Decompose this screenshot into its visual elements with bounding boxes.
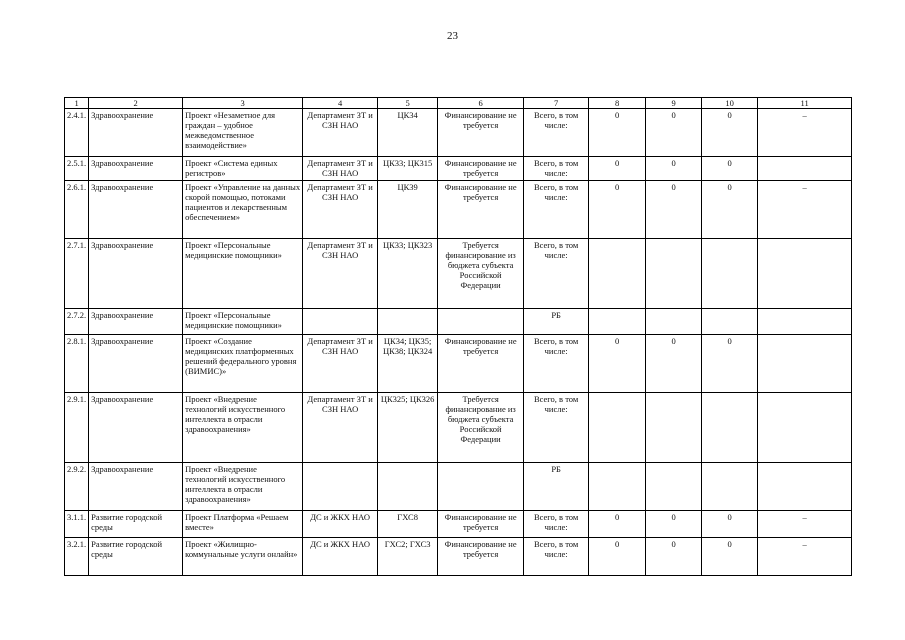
executor-cell: Департамент ЗТ и СЗН НАО <box>303 335 378 393</box>
table-row <box>65 335 852 393</box>
note-cell <box>758 157 852 181</box>
value-cell <box>646 393 702 463</box>
financing-cell: Финансирование не требуется <box>438 538 524 576</box>
source-cell: Всего, в том числе: <box>524 181 589 239</box>
note-cell <box>758 309 852 335</box>
sector-cell: Здравоохранение <box>89 157 183 181</box>
financing-cell: Финансирование не требуется <box>438 181 524 239</box>
row-number: 3.2.1. <box>65 538 89 576</box>
sector-cell: Здравоохранение <box>89 393 183 463</box>
row-number: 2.9.1. <box>65 393 89 463</box>
value-cell: 0 <box>589 109 646 157</box>
indicator-cell: ЦК39 <box>378 181 438 239</box>
row-number: 2.7.1. <box>65 239 89 309</box>
table-row <box>65 538 852 576</box>
source-cell: РБ <box>524 463 589 511</box>
header-cell: 10 <box>702 98 758 109</box>
table-row <box>65 109 852 157</box>
value-cell <box>589 239 646 309</box>
value-cell: 0 <box>702 538 758 576</box>
source-cell: Всего, в том числе: <box>524 157 589 181</box>
indicator-cell: ЦК34 <box>378 109 438 157</box>
note-cell: – <box>758 511 852 538</box>
value-cell: 0 <box>589 335 646 393</box>
sector-cell: Здравоохранение <box>89 181 183 239</box>
source-cell: Всего, в том числе: <box>524 538 589 576</box>
note-cell <box>758 463 852 511</box>
note-cell: – <box>758 538 852 576</box>
table-row <box>65 157 852 181</box>
page-number: 23 <box>447 30 458 42</box>
note-cell <box>758 393 852 463</box>
executor-cell: Департамент ЗТ и СЗН НАО <box>303 393 378 463</box>
table-header-row <box>65 98 852 109</box>
sector-cell: Здравоохранение <box>89 109 183 157</box>
value-cell <box>646 463 702 511</box>
value-cell <box>646 239 702 309</box>
financing-cell <box>438 309 524 335</box>
value-cell: 0 <box>589 511 646 538</box>
financing-cell <box>438 463 524 511</box>
indicator-cell: ЦК34; ЦК35; ЦК38; ЦК324 <box>378 335 438 393</box>
row-number: 3.1.1. <box>65 511 89 538</box>
data-table <box>64 97 852 576</box>
sector-cell: Здравоохранение <box>89 463 183 511</box>
executor-cell: Департамент ЗТ и СЗН НАО <box>303 181 378 239</box>
row-number: 2.7.2. <box>65 309 89 335</box>
project-cell: Проект «Жилищно-коммунальные услуги онлайн» <box>183 538 303 576</box>
indicator-cell <box>378 463 438 511</box>
financing-cell: Финансирование не требуется <box>438 335 524 393</box>
row-number: 2.6.1. <box>65 181 89 239</box>
value-cell: 0 <box>646 335 702 393</box>
project-cell: Проект «Незаметное для граждан – удобное межведомственное взаимодействие» <box>183 109 303 157</box>
executor-cell: Департамент ЗТ и СЗН НАО <box>303 157 378 181</box>
header-cell: 6 <box>438 98 524 109</box>
project-cell: Проект «Система единых регистров» <box>183 157 303 181</box>
value-cell <box>589 393 646 463</box>
value-cell <box>589 309 646 335</box>
value-cell <box>589 463 646 511</box>
sector-cell: Развитие городской среды <box>89 538 183 576</box>
sector-cell: Здравоохранение <box>89 309 183 335</box>
table-row <box>65 463 852 511</box>
executor-cell <box>303 463 378 511</box>
note-cell <box>758 335 852 393</box>
project-cell: Проект «Внедрение технологий искусственного интеллекта в отрасли здравоохранения» <box>183 463 303 511</box>
executor-cell: ДС и ЖКХ НАО <box>303 511 378 538</box>
note-cell <box>758 239 852 309</box>
source-cell: Всего, в том числе: <box>524 393 589 463</box>
row-number: 2.4.1. <box>65 109 89 157</box>
note-cell: – <box>758 181 852 239</box>
indicator-cell: ГХС8 <box>378 511 438 538</box>
executor-cell: Департамент ЗТ и СЗН НАО <box>303 109 378 157</box>
header-cell: 1 <box>65 98 89 109</box>
table-row <box>65 239 852 309</box>
source-cell: Всего, в том числе: <box>524 239 589 309</box>
project-cell: Проект «Персональные медицинские помощники» <box>183 309 303 335</box>
value-cell: 0 <box>702 511 758 538</box>
value-cell <box>646 309 702 335</box>
value-cell: 0 <box>702 109 758 157</box>
value-cell <box>702 393 758 463</box>
value-cell <box>702 239 758 309</box>
header-cell: 9 <box>646 98 702 109</box>
sector-cell: Здравоохранение <box>89 239 183 309</box>
source-cell: Всего, в том числе: <box>524 109 589 157</box>
source-cell: РБ <box>524 309 589 335</box>
indicator-cell: ЦК33; ЦК315 <box>378 157 438 181</box>
executor-cell: Департамент ЗТ и СЗН НАО <box>303 239 378 309</box>
value-cell <box>702 463 758 511</box>
value-cell: 0 <box>646 538 702 576</box>
project-cell: Проект «Персональные медицинские помощники» <box>183 239 303 309</box>
header-cell: 4 <box>303 98 378 109</box>
indicator-cell <box>378 309 438 335</box>
project-cell: Проект «Внедрение технологий искусственного интеллекта в отрасли здравоохранения» <box>183 393 303 463</box>
sector-cell: Здравоохранение <box>89 335 183 393</box>
indicator-cell: ГХС2; ГХС3 <box>378 538 438 576</box>
financing-cell: Требуется финансирование из бюджета субъекта Российской Федерации <box>438 239 524 309</box>
project-cell: Проект Платформа «Решаем вместе» <box>183 511 303 538</box>
financing-cell: Финансирование не требуется <box>438 157 524 181</box>
value-cell: 0 <box>646 181 702 239</box>
table-row <box>65 393 852 463</box>
financing-cell: Финансирование не требуется <box>438 511 524 538</box>
indicator-cell: ЦК33; ЦК323 <box>378 239 438 309</box>
header-cell: 5 <box>378 98 438 109</box>
project-cell: Проект «Создание медицинских платформенных решений федерального уровня (ВИМИС)» <box>183 335 303 393</box>
row-number: 2.5.1. <box>65 157 89 181</box>
value-cell: 0 <box>702 181 758 239</box>
source-cell: Всего, в том числе: <box>524 511 589 538</box>
value-cell: 0 <box>702 335 758 393</box>
header-cell: 7 <box>524 98 589 109</box>
value-cell <box>702 309 758 335</box>
project-cell: Проект «Управление на данных скорой помощью, потоками пациентов и лекарственным обеспечением» <box>183 181 303 239</box>
table-row <box>65 511 852 538</box>
note-cell: – <box>758 109 852 157</box>
value-cell: 0 <box>589 538 646 576</box>
value-cell: 0 <box>589 157 646 181</box>
value-cell: 0 <box>702 157 758 181</box>
header-cell: 11 <box>758 98 852 109</box>
value-cell: 0 <box>646 511 702 538</box>
sector-cell: Развитие городской среды <box>89 511 183 538</box>
table-row <box>65 309 852 335</box>
financing-cell: Требуется финансирование из бюджета субъекта Российской Федерации <box>438 393 524 463</box>
row-number: 2.8.1. <box>65 335 89 393</box>
value-cell: 0 <box>646 157 702 181</box>
executor-cell <box>303 309 378 335</box>
header-cell: 3 <box>183 98 303 109</box>
value-cell: 0 <box>646 109 702 157</box>
source-cell: Всего, в том числе: <box>524 335 589 393</box>
financing-cell: Финансирование не требуется <box>438 109 524 157</box>
indicator-cell: ЦК325; ЦК326 <box>378 393 438 463</box>
row-number: 2.9.2. <box>65 463 89 511</box>
value-cell: 0 <box>589 181 646 239</box>
executor-cell: ДС и ЖКХ НАО <box>303 538 378 576</box>
header-cell: 8 <box>589 98 646 109</box>
header-cell: 2 <box>89 98 183 109</box>
table-row <box>65 181 852 239</box>
